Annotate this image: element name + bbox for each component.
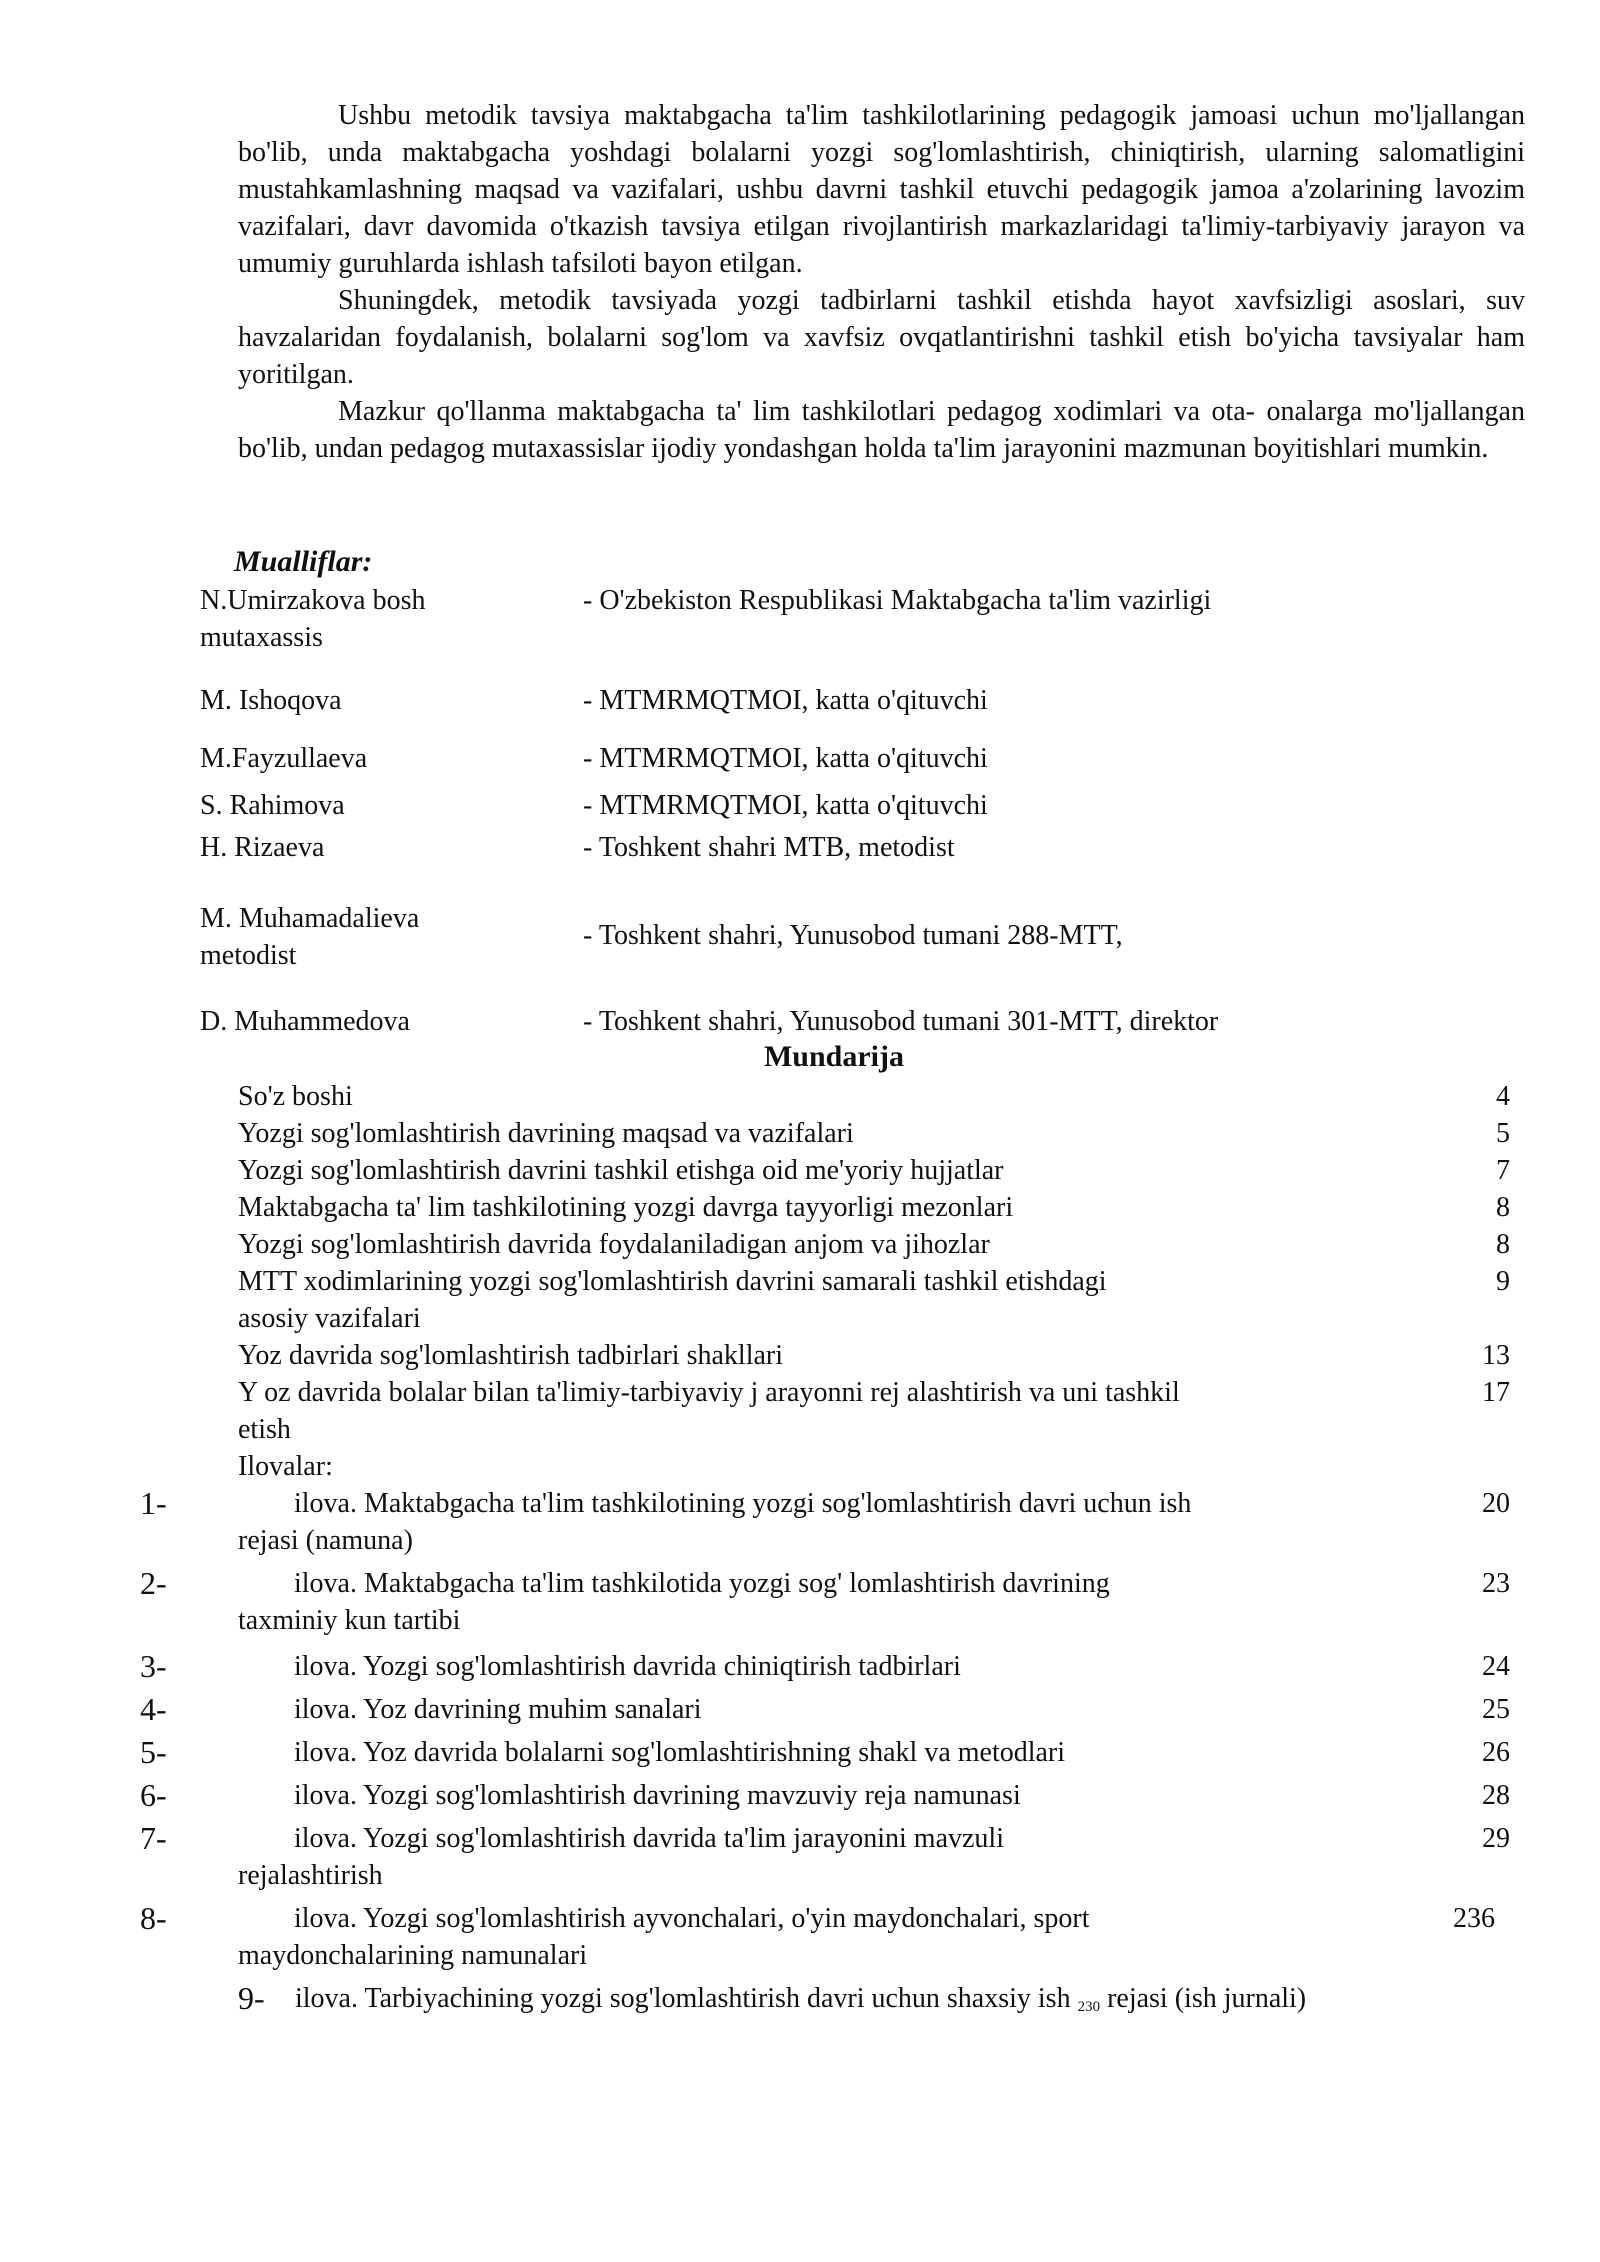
intro-paragraph-2: Shuningdek, metodik tavsiyada yozgi tadbirlarni tashkil etishda hayot xavfsizligi asoslari, suv havzalaridan foydalanish, bolalarni sog'lom va xavfsiz ovqatlantirishni tashkil etish bo'yicha tavsiyalar ham yoritilgan. (238, 285, 1525, 390)
appendix-number: 9- (238, 1980, 265, 2016)
appendix-number: 8- (140, 1900, 167, 1936)
toc-page-number: 20 (1482, 1488, 1510, 1519)
author-role: - MTMRMQTMOI, katta o'qituvchi (583, 685, 988, 716)
author-name: H. Rizaeva (200, 832, 325, 863)
toc-page-number: 17 (1482, 1377, 1510, 1408)
toc-entry: Yozgi sog'lomlashtirish davrining maqsad va vazifalari (238, 1118, 854, 1149)
authors-heading: Mualliflar: (234, 545, 373, 578)
author-name: M. Muhamadalieva metodist (200, 903, 420, 971)
appendix-number: 1- (140, 1485, 167, 1521)
toc-page-number: 9 (1496, 1266, 1510, 1297)
toc-page-number: 25 (1482, 1694, 1510, 1725)
toc-page-number: 5 (1496, 1118, 1510, 1149)
toc-page-number: 28 (1482, 1780, 1510, 1811)
appendix-number: 4- (140, 1691, 167, 1727)
appendix-entry-text: ilova. Tarbiyachining yozgi sog'lomlashtirish davri uchun shaxsiy ish (295, 1983, 1071, 2014)
appendix-entry: ilova. Yozgi sog'lomlashtirish davrining mavzuviy reja namunasi (294, 1780, 1021, 1811)
toc-entry: Ilovalar: (238, 1451, 333, 1482)
toc-entry: Y oz davrida bolalar bilan ta'limiy-tarbiyaviy j arayonni rej alashtirish va uni tashkil etish (238, 1377, 1180, 1445)
toc-entry: MTT xodimlarining yozgi sog'lomlashtirish davrini samarali tashkil etishdagi asosiy vazifalari (238, 1266, 1107, 1334)
appendix-entry: ilova. Yozgi sog'lomlashtirish ayvonchalari, o'yin maydonchalari, sport maydonchalarining namunalari (238, 1903, 1090, 1971)
appendix-entry: ilova. Maktabgacha ta'lim tashkilotida yozgi sog' lomlashtirish davrining taxminiy kun tartibi (238, 1568, 1110, 1636)
author-role: - O'zbekiston Respublikasi Maktabgacha ta'lim vazirligi (583, 585, 1212, 616)
toc-heading: Mundarija (763, 1040, 904, 1073)
toc-page-number: 23 (1482, 1568, 1510, 1599)
author-role: - MTMRMQTMOI, katta o'qituvchi (583, 790, 988, 821)
appendix-entry: ilova. Yozgi sog'lomlashtirish davrida ta'lim jarayonini mavzuli rejalashtirish (238, 1823, 1004, 1891)
inline-page-number: 230 (1077, 1999, 1101, 2015)
toc-page-number: 8 (1496, 1192, 1510, 1223)
appendix-entry (295, 1980, 1306, 2026)
author-name: M.Fayzullaeva (200, 743, 368, 774)
appendix-number: 3- (140, 1648, 167, 1684)
author-name: M. Ishoqova (200, 685, 342, 716)
toc-page-number: 7 (1496, 1155, 1510, 1186)
intro-paragraph-3: Mazkur qo'llanma maktabgacha ta' lim tashkilotlari pedagog xodimlari va ota- onalarga mo'ljallangan bo'lib, undan pedagog mutaxassislar ijodiy yondashgan holda ta'lim jarayonini mazmunan boyitishlari mumkin. (238, 396, 1525, 464)
appendix-number: 5- (140, 1734, 167, 1770)
intro-paragraph-1: Ushbu metodik tavsiya maktabgacha ta'lim tashkilotlarining pedagogik jamoasi uchun mo'ljallangan bo'lib, unda maktabgacha yoshdagi bolalarni yozgi sog'lomlashtirish, chiniqtirish, ularning salomatligini mustahkamlashning maqsad va vazifalari, ushbu davrni tashkil etuvchi pedagogik jamoa a'zolarining lavozim vazifalari, davr davomida o'tkazish tavsiya etilgan rivojlantirish markazlaridagi ta'limiy-tarbiyaviy jarayon va umumiy guruhlarda ishlash tafsiloti bayon etilgan. (238, 100, 1525, 279)
author-name: S. Rahimova (200, 790, 345, 821)
appendix-entry-text: rejasi (ish jurnali) (1107, 1983, 1307, 2014)
author-role: - Toshkent shahri, Yunusobod tumani 301-MTT, direktor (583, 1006, 1219, 1037)
toc-page-number: 4 (1496, 1081, 1510, 1112)
toc-page-number: 13 (1482, 1340, 1510, 1371)
toc-page-number: 26 (1482, 1737, 1510, 1768)
appendix-entry: ilova. Yoz davrining muhim sanalari (294, 1694, 702, 1725)
appendix-entry: ilova. Yoz davrida bolalarni sog'lomlashtirishning shakl va metodlari (294, 1737, 1066, 1768)
appendix-entry: ilova. Yozgi sog'lomlashtirish davrida chiniqtirish tadbirlari (294, 1651, 961, 1682)
toc-entry: Yoz davrida sog'lomlashtirish tadbirlari shakllari (238, 1340, 784, 1371)
author-role: - MTMRMQTMOI, katta o'qituvchi (583, 743, 988, 774)
toc-page-number: 29 (1482, 1823, 1510, 1854)
appendix-number: 2- (140, 1565, 167, 1601)
appendix-number: 6- (140, 1777, 167, 1813)
toc-entry: Maktabgacha ta' lim tashkilotining yozgi davrga tayyorligi mezonlari (238, 1192, 1014, 1223)
author-name: N.Umirzakova bosh mutaxassis (200, 585, 426, 653)
author-role: - Toshkent shahri, Yunusobod tumani 288-MTT, (583, 920, 1123, 951)
intro-text (238, 97, 1525, 467)
appendix-entry: ilova. Maktabgacha ta'lim tashkilotining yozgi sog'lomlashtirish davri uchun ish rejasi (namuna) (238, 1488, 1192, 1556)
toc-page-number: 8 (1496, 1229, 1510, 1260)
toc-page-number: 24 (1482, 1651, 1510, 1682)
toc-entry: So'z boshi (238, 1081, 353, 1112)
toc-entry: Yozgi sog'lomlashtirish davrini tashkil etishga oid me'yoriy hujjatlar (238, 1155, 1004, 1186)
toc-page-number: 236 (1453, 1903, 1495, 1934)
appendix-number: 7- (140, 1820, 167, 1856)
toc-entry: Yozgi sog'lomlashtirish davrida foydalaniladigan anjom va jihozlar (238, 1229, 990, 1260)
author-role: - Toshkent shahri MTB, metodist (583, 832, 955, 863)
author-name: D. Muhammedova (200, 1006, 410, 1037)
